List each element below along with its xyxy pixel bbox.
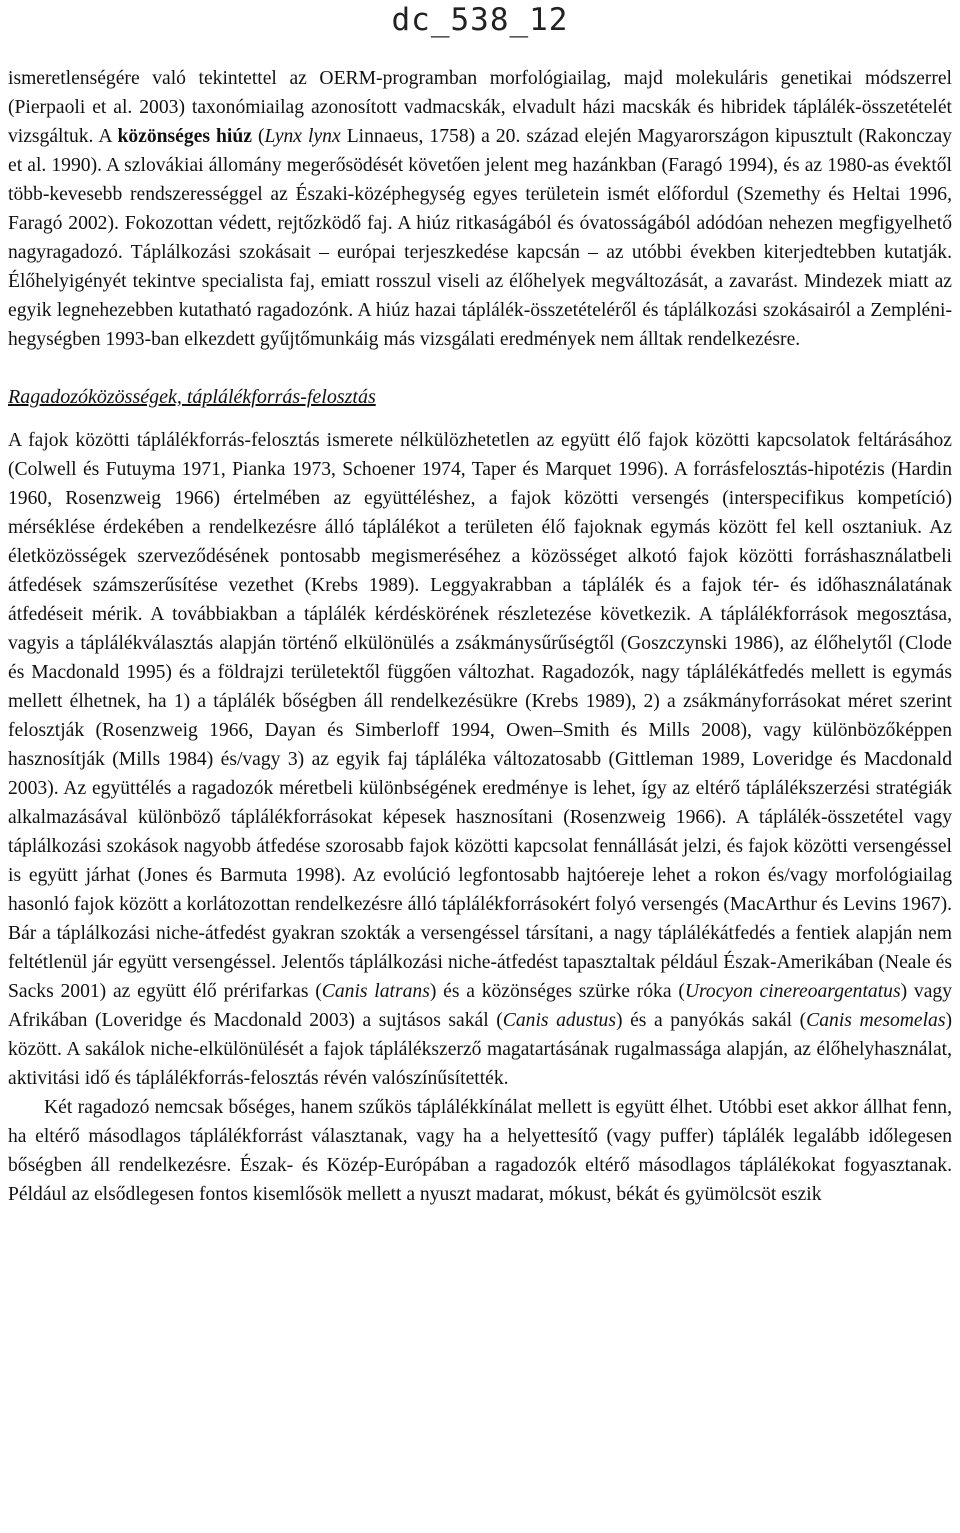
page-header <box>0 2 960 38</box>
paragraph-resource-partitioning: A fajok közötti táplálékforrás-felosztás ismerete nélkülözhetetlen az együtt élő fajok közötti kapcsolatok feltárásához (Colwell és Futuyma 1971, Pianka 1973, Schoener 1974, Taper és Marquet 1996). A forrásfelosztás-hipotézis (Hardin 1960, Rosenzweig 1966) értelmében az együttéléshez, a fajok közötti versengés (interspecifikus kompetíció) mérséklése érdekében a rendelkezésre álló táplálékot a területen élő fajoknak egymás között fel kell osztaniuk. Az életközösségek szerveződésének pontosabb megismeréséhez a közösséget alkotó fajok közötti forráshasználatbeli átfedések számszerűsítése vezethet (Krebs 1989). Leggyakrabban a táplálék és a fajok tér- és időhasználatának átfedéseit mérik. A továbbiakban a táplálék kérdéskörének részletezése következik. A táplálékforrások megosztása, vagyis a táplálékválasztás alapján történő elkülönülés a zsákmánysűrűségtől (Goszczynski 1986), az élőhelytől (Clode és Macdonald 1995) és a földrajzi területektől függően változhat. Ragadozók, nagy táplálékátfedés mellett is egymás mellett élhetnek, ha 1) a táplálék bőségben áll rendelkezésükre (Krebs 1989), 2) a zsákmányforrásokat méret szerint felosztják (Rosenzweig 1966, Dayan és Simberloff 1994, Owen–Smith és Mills 2008), vagy különbözőképpen hasznosítják (Mills 1984) és/vagy 3) az egyik faj tápláléka változatosabb (Gittleman 1989, Loveridge és Macdonald 2003). Az együttélés a ragadozók méretbeli különbségének eredménye is lehet, így az eltérő táplálékszerzési stratégiák alkalmazásával különböző táplálékforrásokat képesek hasznosítani (Rosenzweig 1966). A táplálék-összetétel vagy táplálkozási szokások nagyobb átfedése szorosabb fajok közötti kapcsolat fennállását jelzi, és fajok közötti versengéssel is együtt járhat (Jones és Barmuta 1998). Az evolúció legfontosabb hajtóereje lehet a rokon és/vagy morfológiailag hasonló fajok között a korlátozottan rendelkezésre álló táplálékforrásokért folyó versengés (MacArthur és Levins 1967). Bár a táplálkozási niche-átfedést gyakran szokták a versengéssel társítani, a nagy táplálékátfedés a fentiek alapján nem feltétlenül jár együtt versengéssel. Jelentős táplálkozási niche-átfedést tapasztaltak például Észak-Amerikában (Neale és Sacks 2001) az együtt élő prérifarkas (Canis latrans) és a közönséges szürke róka (Urocyon cinereoargentatus) vagy Afrikában (Loveridge és Macdonald 2003) a sujtásos sakál (Canis adustus) és a panyókás sakál (Canis mesomelas) között. A sakálok niche-elkülönülését a fajok táplálékszerző magatartásának rugalmassága alapján, az élőhelyhasználat, aktivitási idő és táplálékforrás-felosztás révén valószínűsítették. <box>8 430 952 1089</box>
paragraph-scarce-food: Két ragadozó nemcsak bőséges, hanem szűkös táplálékkínálat mellett is együtt élhet. Utóbbi eset akkor állhat fenn, ha eltérő másodlagos táplálékforrást választanak, vagy ha a helyettesítő (vagy puffer) táplálék legalább időlegesen bőségben áll rendelkezésre. Észak- és Közép-Európában a ragadozók eltérő másodlagos táplálékokat fogyasztanak. Például az elsődlegesen fontos kisemlősök mellett a nyuszt madarat, mókust, békát és gyümölcsöt eszik <box>8 1097 952 1205</box>
latin-name: Canis adustus <box>502 1010 616 1031</box>
latin-name: Urocyon cinereoargentatus <box>684 981 901 1002</box>
document-code: dc_538_12 <box>391 2 569 38</box>
latin-name: Lynx lynx <box>264 126 341 147</box>
document-body <box>8 64 952 1209</box>
latin-name: Canis latrans <box>321 981 430 1002</box>
bold-term: közönséges hiúz <box>117 126 252 147</box>
paragraph-lynx: ismeretlenségére való tekintettel az OERM-programban morfológiailag, majd molekuláris genetikai módszerrel (Pierpaoli et al. 2003) taxonómiailag azonosított vadmacskák, elvadult házi macskák és hibridek táplálék-összetételét vizsgáltuk. A közönséges hiúz (Lynx lynx Linnaeus, 1758) a 20. század elején Magyarországon kipusztult (Rakonczay et al. 1990). A szlovákiai állomány megerősödését követően jelent meg hazánkban (Faragó 1994), és az 1980-as évektől több-kevesebb rendszerességgel az Északi-középhegység egyes területein ismét előfordul (Szemethy és Heltai 1996, Faragó 2002). Fokozottan védett, rejtőzködő faj. A hiúz ritkaságából és óvatosságából adódóan nehezen megfigyelhető nagyragadozó. Táplálkozási szokásait – európai terjeszkedése kapcsán – az utóbbi években kiterjedtebben kutatják. Élőhelyigényét tekintve specialista faj, emiatt rosszul viseli az élőhelyek megváltozását, a zavarást. Mindezek miatt az egyik legnehezebben kutatható ragadozónk. A hiúz hazai táplálék-összetételéről és táplálkozási szokásairól a Zempléni-hegységben 1993-ban elkezdett gyűjtőmunkáig más vizsgálati eredmények nem álltak rendelkezésre. <box>8 68 952 350</box>
section-heading: Ragadozóközösségek, táplálékforrás-felosztás <box>8 386 376 408</box>
latin-name: Canis mesomelas <box>806 1010 946 1031</box>
